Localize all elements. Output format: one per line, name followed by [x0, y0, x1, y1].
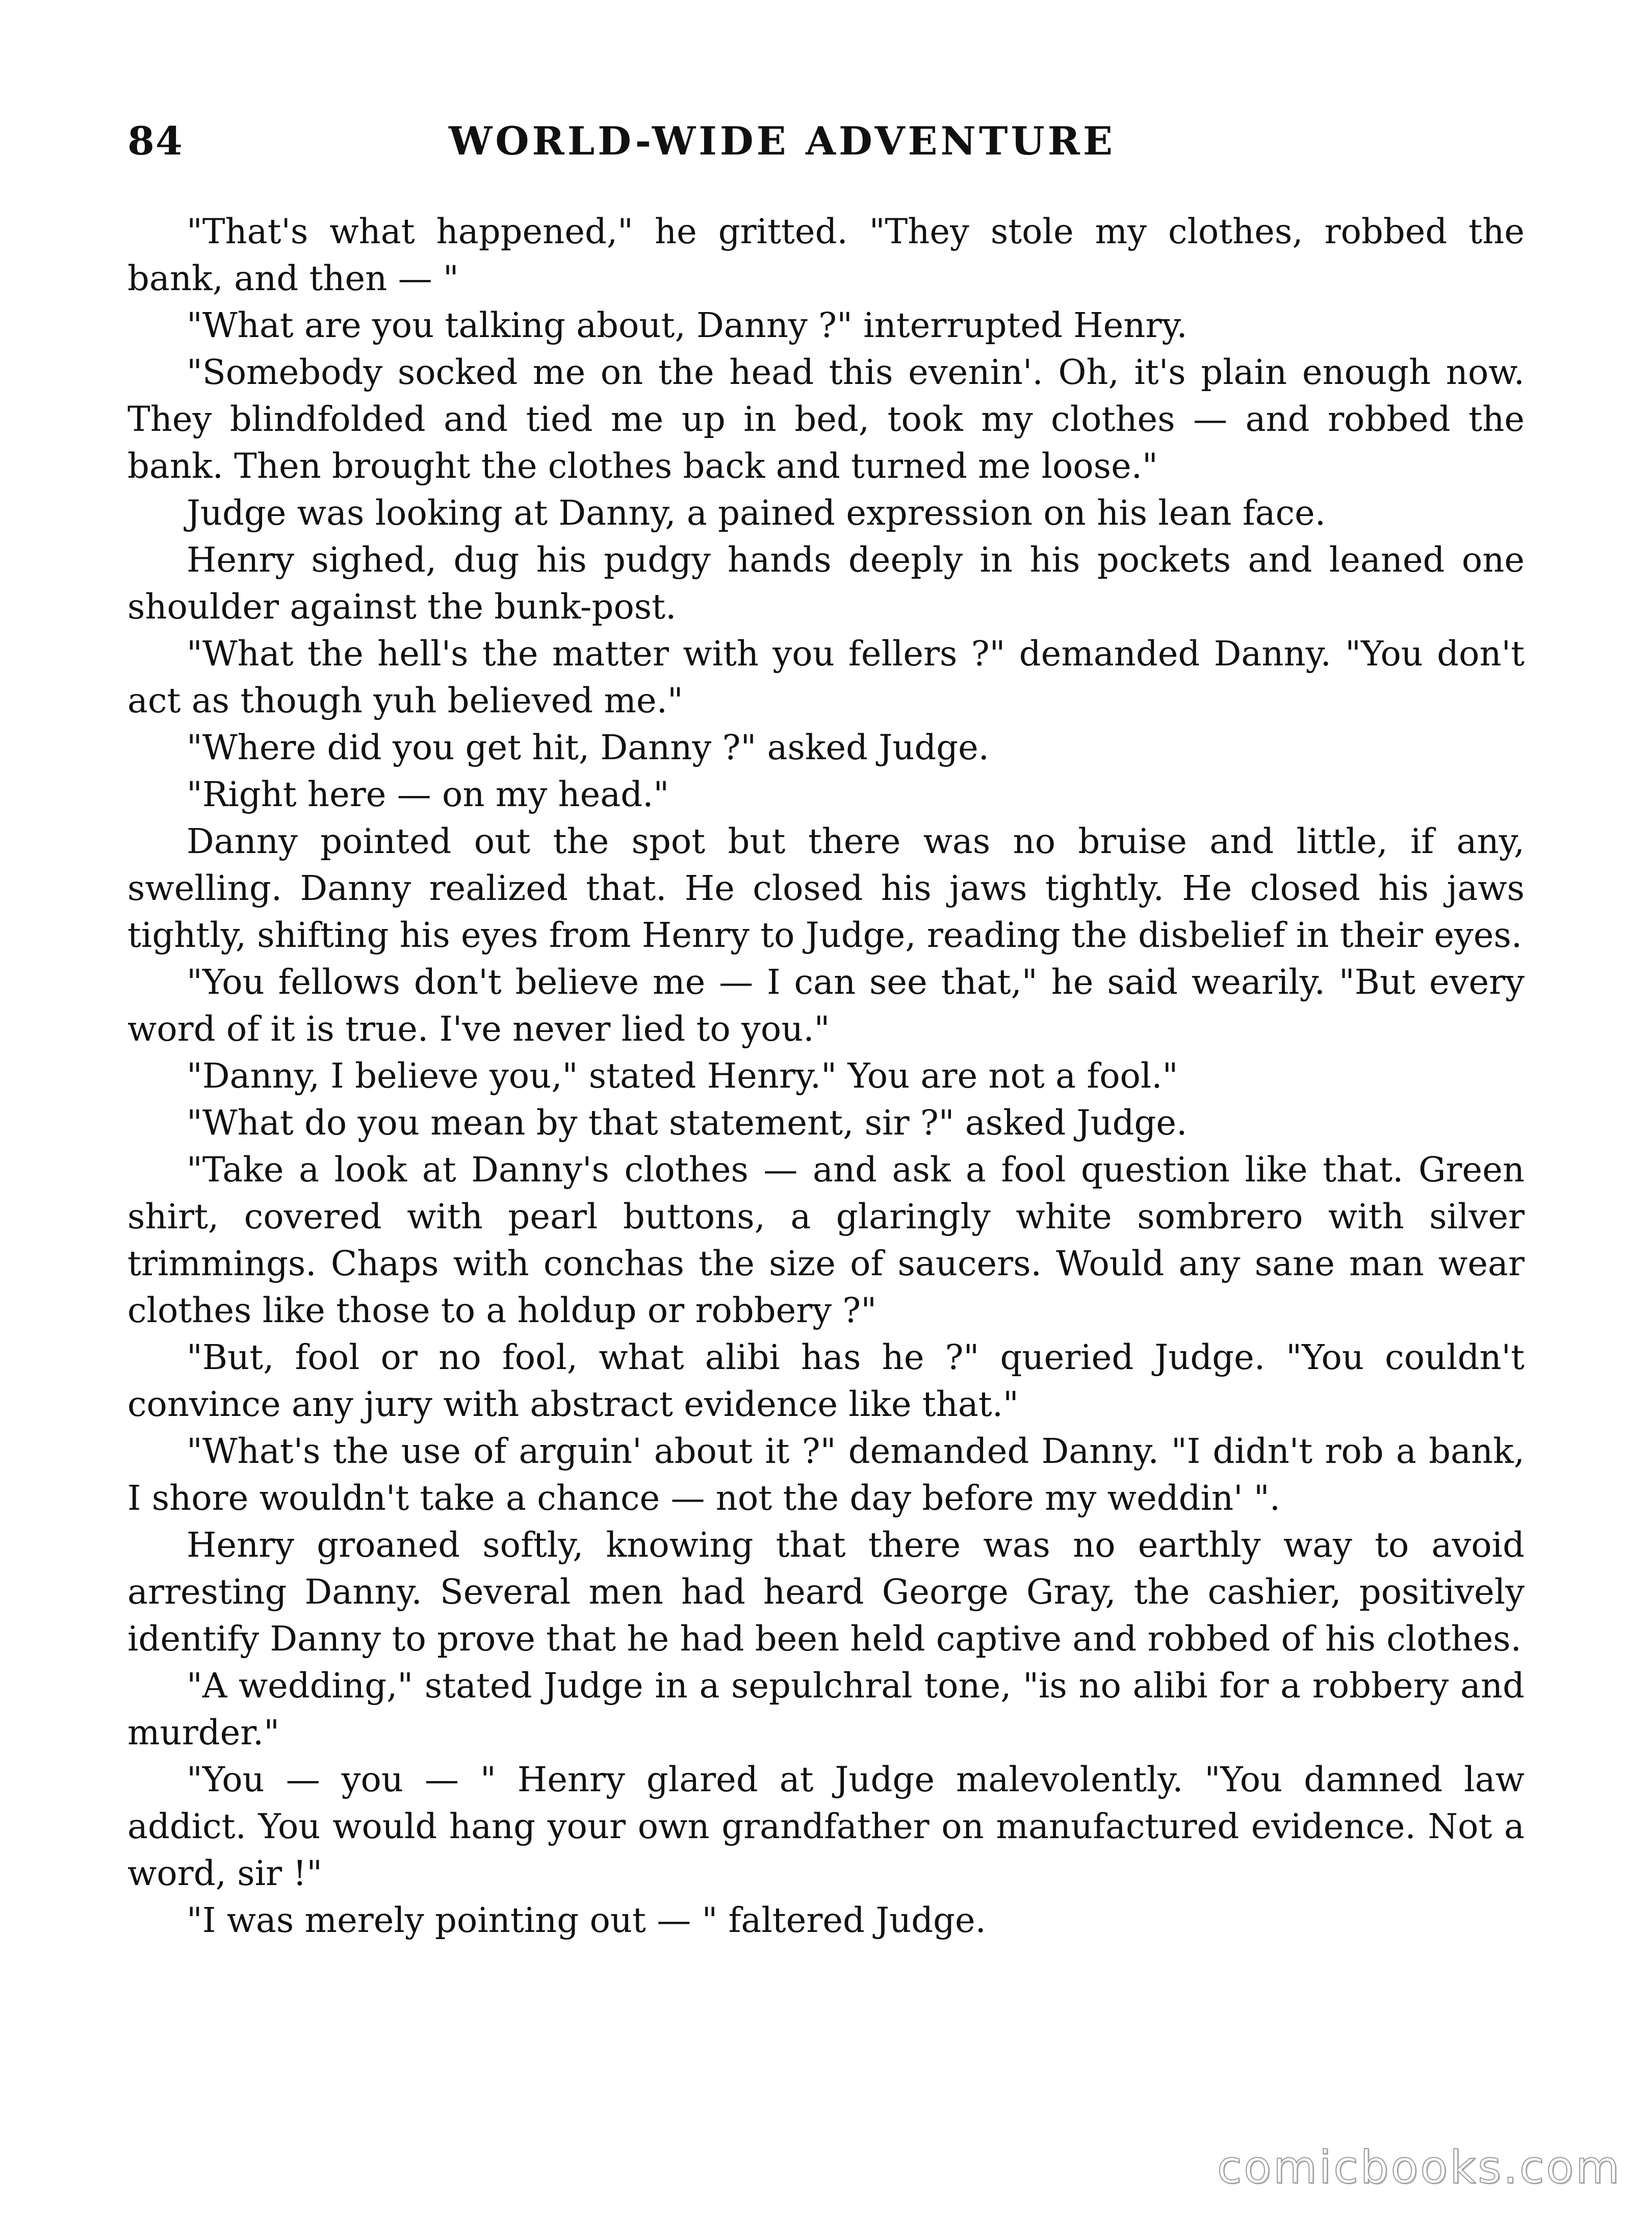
paragraph: "Right here — on my head." [187, 775, 669, 814]
paragraph: "What's the use of arguin' about it ?" demanded Danny. "I didn't rob a bank, I shore wouldn't take a chance — not the day before my weddin' ". [127, 1431, 1525, 1518]
paragraph: "But, fool or no fool, what alibi has he ?" queried Judge. "You couldn't convince any jury with abstract evidence like that." [127, 1337, 1525, 1424]
watermark: comicbooks.com [1217, 2141, 1621, 2194]
paragraph: Henry groaned softly, knowing that there was no earthly way to avoid arresting Danny. Several men had heard George Gray, the cashier, positively identify Danny to prove that he had been held captive and robbed of his clothes. [127, 1525, 1525, 1659]
paragraph: "What do you mean by that statement, sir ?" asked Judge. [187, 1103, 1188, 1143]
paragraph: "Somebody socked me on the head this evenin'. Oh, it's plain enough now. They blindfolded and tied me up in bed, took my clothes — and robbed the bank. Then brought the clothes back and turned me loose." [127, 352, 1525, 486]
paragraph: "What are you talking about, Danny ?" interrupted Henry. [187, 305, 1188, 345]
body-text [127, 208, 1525, 1944]
paragraph: Henry sighed, dug his pudgy hands deeply in his pockets and leaned one shoulder against the bunk-post. [127, 540, 1525, 627]
paragraph: "What the hell's the matter with you fellers ?" demanded Danny. "You don't act as though yuh believed me." [127, 634, 1525, 720]
paragraph: "Where did you get hit, Danny ?" asked Judge. [187, 728, 990, 767]
paragraph: "A wedding," stated Judge in a sepulchral tone, "is no alibi for a robbery and murder." [127, 1666, 1525, 1752]
paragraph: "Danny, I believe you," stated Henry." You are not a fool." [187, 1056, 1178, 1096]
page-header [127, 118, 1525, 174]
paragraph: Judge was looking at Danny, a pained expression on his lean face. [187, 493, 1326, 533]
paragraph: Danny pointed out the spot but there was no bruise and little, if any, swelling. Danny realized that. He closed his jaws tightly. He closed his jaws tightly, shifting his eyes from Henry to Judge, reading the disbelief in their eyes. [127, 821, 1525, 955]
paragraph: "Take a look at Danny's clothes — and ask a fool question like that. Green shirt, covered with pearl buttons, a glaringly white sombrero with silver trimmings. Chaps with conchas the size of saucers. Would any sane man wear clothes like those to a holdup or robbery ?" [127, 1150, 1525, 1330]
page-number: 84 [127, 118, 184, 164]
paragraph: "You — you — " Henry glared at Judge malevolently. "You damned law addict. You would hang your own grandfather on manufactured evidence. Not a word, sir !" [127, 1760, 1525, 1893]
paragraph: "That's what happened," he gritted. "They stole my clothes, robbed the bank, and then — " [127, 212, 1525, 298]
paragraph: "I was merely pointing out — " faltered Judge. [187, 1900, 986, 1940]
running-title: WORLD-WIDE ADVENTURE [449, 118, 1116, 164]
paragraph: "You fellows don't believe me — I can see that," he said wearily. "But every word of it is true. I've never lied to you." [127, 962, 1525, 1049]
